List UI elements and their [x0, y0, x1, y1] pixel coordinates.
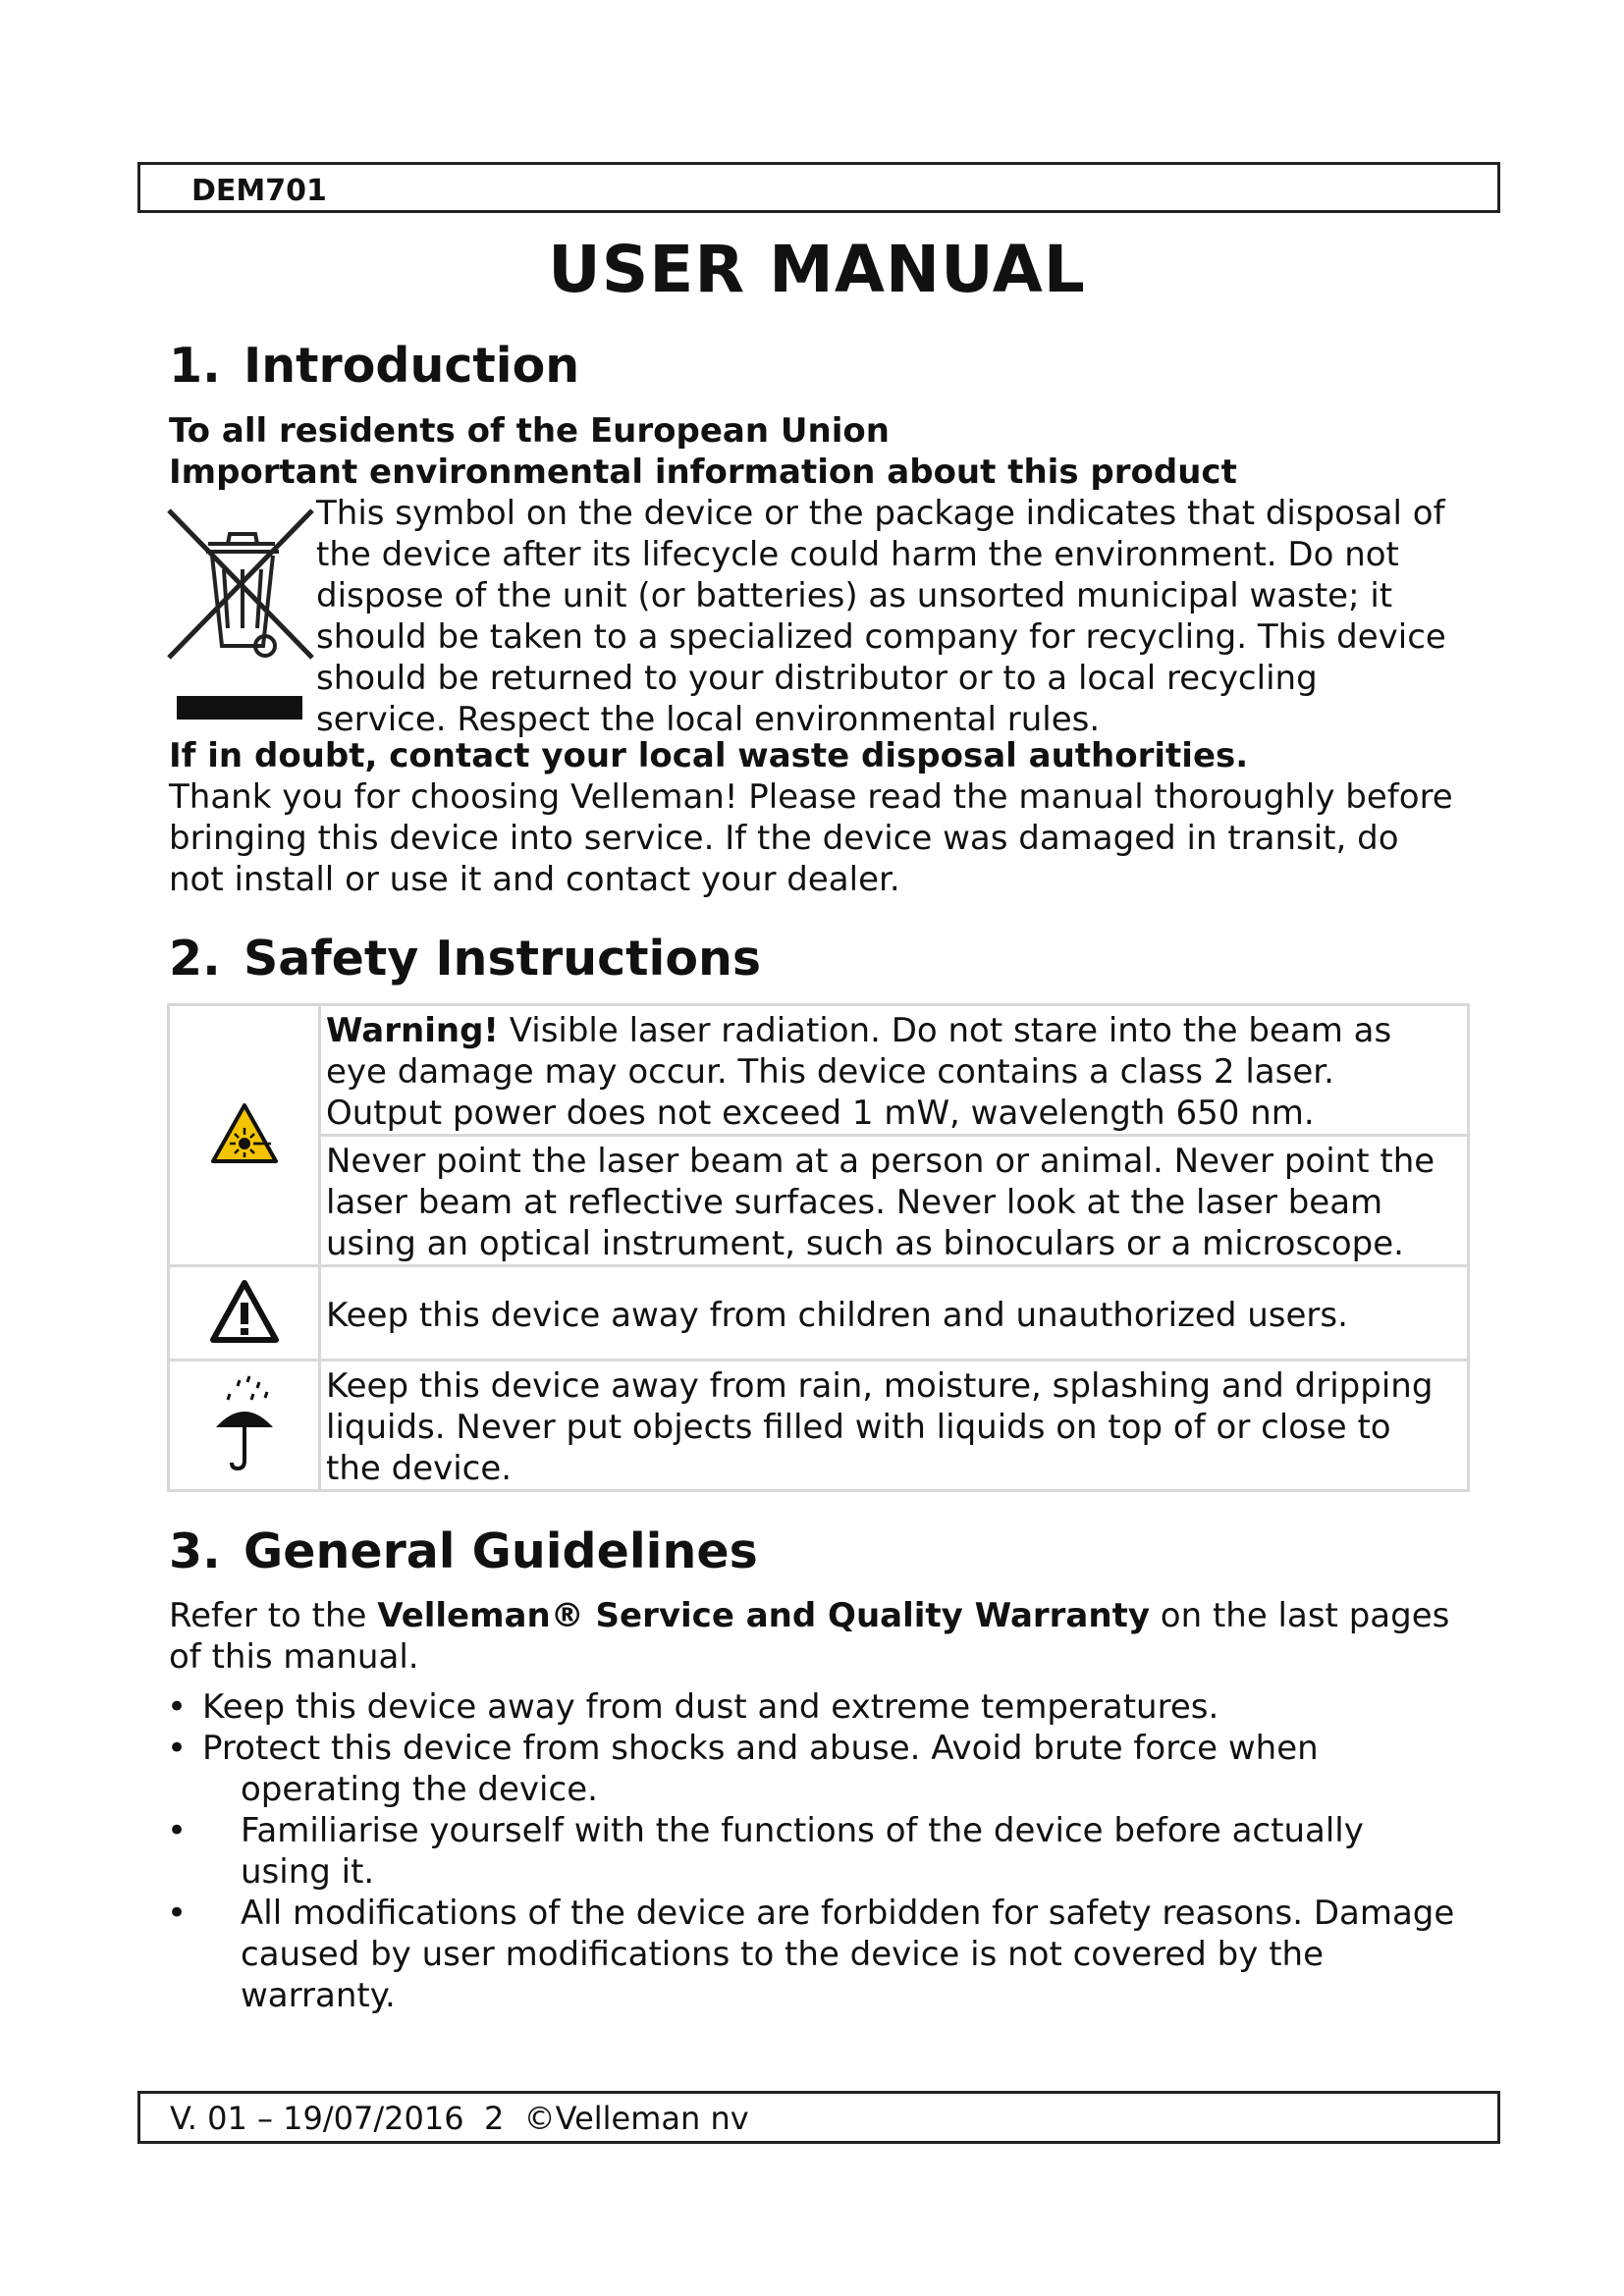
document-title: USER MANUAL — [548, 232, 1086, 307]
model-number: DEM701 — [191, 174, 327, 208]
laser-warning-icon — [210, 1102, 279, 1165]
footer-bar — [137, 2091, 1500, 2144]
laser-point-line: using an optical instrument, such as binoculars or a microscope. — [326, 1224, 1404, 1263]
bullet-marker: • — [167, 1811, 188, 1850]
environmental-info-line: Important environmental information about this product — [169, 453, 1237, 492]
section-number: 2. — [169, 931, 221, 987]
safety-row — [169, 1136, 1469, 1266]
general-warning-icon — [209, 1279, 280, 1344]
laser-warning-line: Output power does not exceed 1 mW, wavelength 650 nm. — [326, 1094, 1315, 1133]
guideline-bullet-line: caused by user modifications to the device is not covered by the — [241, 1935, 1324, 1974]
safety-icon-cell — [169, 1005, 320, 1266]
guideline-bullet-line: Keep this device away from dust and extreme temperatures. — [202, 1687, 1219, 1727]
rain-warning-line: Keep this device away from rain, moisture, splashing and dripping — [326, 1366, 1434, 1406]
laser-warning-text — [320, 1005, 1469, 1136]
guideline-bullet-line: Protect this device from shocks and abuse. Avoid brute force when — [202, 1729, 1319, 1768]
umbrella-rain-icon — [210, 1374, 279, 1472]
safety-row — [169, 1266, 1469, 1361]
weee-text-line: dispose of the unit (or batteries) as unsorted municipal waste; it — [316, 576, 1393, 615]
guideline-bullet-line: operating the device. — [241, 1770, 598, 1809]
section-introduction-heading — [169, 338, 579, 394]
section-number: 1. — [169, 338, 221, 394]
weee-text-line: service. Respect the local environmental rules. — [316, 700, 1101, 739]
guideline-bullet-line: warranty. — [241, 1976, 396, 2015]
laser-point-line: laser beam at reflective surfaces. Never look at the laser beam — [326, 1183, 1383, 1222]
section-safety-heading — [169, 931, 761, 987]
weee-crossed-bin-icon — [165, 501, 318, 726]
thanks-line: not install or use it and contact your dealer. — [169, 860, 900, 899]
thanks-line: Thank you for choosing Velleman! Please read the manual thoroughly before — [169, 777, 1453, 817]
safety-row — [169, 1361, 1469, 1491]
header-bar — [137, 162, 1500, 213]
bullet-marker: • — [167, 1894, 188, 1933]
thanks-line: bringing this device into service. If the device was damaged in transit, do — [169, 819, 1399, 858]
weee-text-line: This symbol on the device or the package indicates that disposal of — [316, 494, 1445, 533]
warranty-reference-pre: Refer to the — [169, 1596, 378, 1635]
page-number: 2 — [483, 2100, 505, 2137]
safety-table — [167, 1003, 1470, 1492]
weee-text-line: the device after its lifecycle could harm the environment. Do not — [316, 535, 1399, 574]
section-title: Safety Instructions — [244, 931, 762, 987]
safety-icon-cell — [169, 1266, 320, 1361]
safety-row — [169, 1005, 1469, 1136]
copyright: ©Velleman nv — [523, 2100, 749, 2137]
version-date: V. 01 – 19/07/2016 — [170, 2100, 464, 2137]
warranty-reference — [169, 1595, 1449, 1636]
doubt-line: If in doubt, contact your local waste disposal authorities. — [169, 736, 1249, 775]
warning-label: Warning! — [326, 1011, 499, 1050]
section-title: Introduction — [244, 338, 580, 394]
weee-text-line: should be returned to your distributor or to a local recycling — [316, 659, 1318, 698]
guideline-bullet-line: using it. — [241, 1852, 375, 1892]
safety-icon-cell — [169, 1361, 320, 1491]
laser-point-text — [320, 1136, 1469, 1266]
laser-warning-line: eye damage may occur. This device contains a class 2 laser. — [326, 1052, 1334, 1092]
footer-text — [170, 2100, 749, 2137]
eu-residents-line: To all residents of the European Union — [169, 411, 890, 451]
guideline-bullet-line: All modifications of the device are forbidden for safety reasons. Damage — [241, 1894, 1455, 1933]
bullet-marker: • — [167, 1729, 188, 1768]
laser-point-line: Never point the laser beam at a person or animal. Never point the — [326, 1142, 1435, 1181]
laser-warning-line: Visible laser radiation. Do not stare into the beam as — [498, 1011, 1392, 1050]
rain-warning-text — [320, 1361, 1469, 1491]
warranty-name: Velleman® Service and Quality Warranty — [377, 1596, 1150, 1635]
rain-warning-line: liquids. Never put objects filled with liquids on top of or close to — [326, 1408, 1391, 1447]
warranty-reference-post: on the last pages — [1149, 1596, 1450, 1635]
warranty-reference-line2: of this manual. — [169, 1637, 419, 1677]
rain-warning-line: the device. — [326, 1449, 513, 1488]
children-warning-text: Keep this device away from children and unauthorized users. — [320, 1266, 1469, 1361]
section-title: General Guidelines — [244, 1523, 758, 1579]
weee-text-line: should be taken to a specialized company for recycling. This device — [316, 617, 1446, 657]
section-guidelines-heading — [169, 1523, 758, 1579]
section-number: 3. — [169, 1523, 221, 1579]
guideline-bullet-line: Familiarise yourself with the functions of the device before actually — [241, 1811, 1364, 1850]
bullet-marker: • — [167, 1687, 188, 1727]
